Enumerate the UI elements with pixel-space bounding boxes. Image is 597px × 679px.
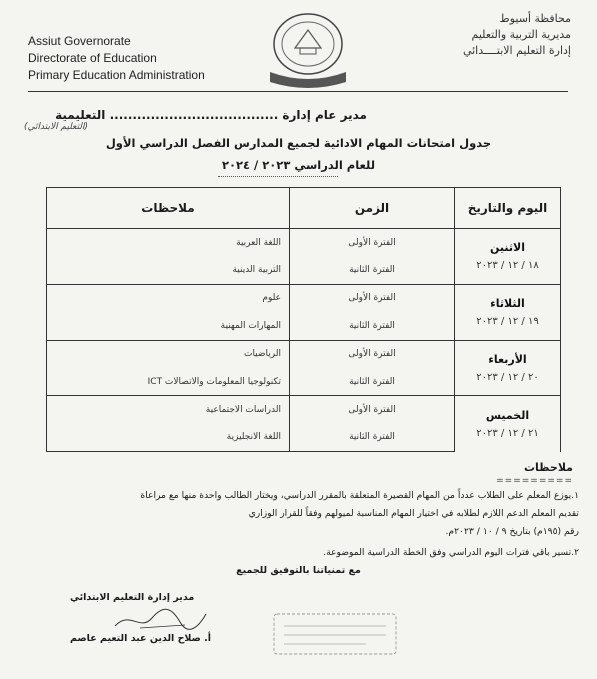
note-item-2: ٢.تسير باقي فترات اليوم الدراسي وفق الخطة الدراسية الموضوعة. (323, 547, 579, 558)
subtitle-underline (218, 176, 338, 177)
day-name: الخميس (485, 408, 530, 422)
period-cell: الفترة الثانية (290, 312, 455, 340)
signatory-name: أ. صلاح الدين عبد التعيم عاصم (70, 633, 212, 644)
notes-heading: ملاحظات (524, 461, 573, 474)
day-name: الأربعاء (488, 352, 527, 366)
table-row (47, 340, 561, 368)
handwritten-signature (110, 606, 210, 634)
governorate-ar: محافظة أسيوط (499, 12, 571, 25)
ministry-logo (262, 6, 354, 88)
subject-cell: التربية الدينية (47, 256, 290, 284)
day-date: ٢٠ / ١٢ / ٢٠٢٣ (476, 371, 539, 383)
notes-header: ملاحظات (47, 188, 290, 229)
document-subtitle: للعام الدراسي ٢٠٢٣ / ٢٠٢٤ (221, 158, 376, 172)
document-title: جدول امتحانات المهام الادائية لجميع المدارس الفصل الدراسي الأول (105, 136, 492, 150)
note-item-1-line-1: ١.يوزع المعلم على الطلاب عدداً من المهام القصيرة المتعلقة بالمقرر الدراسي، ويختار الطالب واحدة منها مع مراعاة (140, 490, 579, 501)
table-header-row (47, 188, 561, 229)
day-name: الاثنين (490, 241, 525, 255)
day-name: الثلاثاء (490, 297, 525, 311)
period-cell: الفترة الثانية (290, 256, 455, 284)
official-stamp (270, 610, 400, 658)
table-row (47, 284, 561, 312)
closing-wishes: مع تمنياتنا بالتوفيق للجميع (236, 565, 361, 576)
day-cell (455, 396, 561, 452)
table-row (47, 396, 561, 424)
day-date-header: اليوم والتاريخ (455, 188, 561, 229)
note-item-1-line-3: رقم (١٩٥م) بتاريخ ٩ / ١٠ / ٢٠٢٣م. (445, 526, 579, 537)
signatory-role: مدير إدارة التعليم الابتدائي (70, 592, 195, 603)
addressee-line: مدير عام إدارة ..................................... التعليمية (55, 108, 367, 122)
subject-cell: اللغة الانجليزية (47, 424, 290, 452)
note-item-1-line-2: تقديم المعلم الدعم اللازم لطلابه في اختيار المهام المناسبة لميولهم وفقاً للقرار الوزاري (248, 508, 579, 519)
governorate-en: Assiut Governorate (28, 34, 131, 48)
header-arabic (463, 11, 571, 59)
subject-cell: الدراسات الاجتماعية (47, 396, 290, 424)
subject-cell: علوم (47, 284, 290, 312)
period-cell: الفترة الأولى (290, 396, 455, 424)
subject-cell: الرياضيات (47, 340, 290, 368)
day-date: ١٩ / ١٢ / ٢٠٢٣ (476, 316, 539, 328)
table-row (47, 229, 561, 257)
administration-en: Primary Education Administration (28, 68, 205, 82)
day-cell (455, 284, 561, 340)
day-date: ٢١ / ١٢ / ٢٠٢٣ (476, 427, 539, 439)
header-english (28, 33, 205, 84)
subject-cell: المهارات المهنية (47, 312, 290, 340)
period-cell: الفترة الأولى (290, 340, 455, 368)
period-cell: الفترة الأولى (290, 284, 455, 312)
day-cell (455, 229, 561, 285)
administration-ar: إدارة التعليم الابتــــدائي (462, 44, 571, 57)
day-cell (455, 340, 561, 396)
directorate-en: Directorate of Education (28, 51, 157, 65)
time-header: الزمن (290, 188, 455, 229)
period-cell: الفترة الثانية (290, 368, 455, 396)
notes-heading-underline: ========= (496, 476, 573, 486)
day-date: ١٨ / ١٢ / ٢٠٢٣ (476, 260, 539, 272)
exam-schedule-table (46, 187, 561, 452)
addressee-note: (التعليم الابتدائي) (24, 122, 88, 132)
period-cell: الفترة الأولى (290, 229, 455, 257)
header-rule (28, 91, 568, 92)
directorate-ar: مديرية التربية والتعليم (471, 28, 571, 41)
period-cell: الفترة الثانية (290, 424, 455, 452)
subject-cell: اللغة العربية (47, 229, 290, 257)
subject-cell: تكنولوجيا المعلومات والاتصالات ICT (47, 368, 290, 396)
